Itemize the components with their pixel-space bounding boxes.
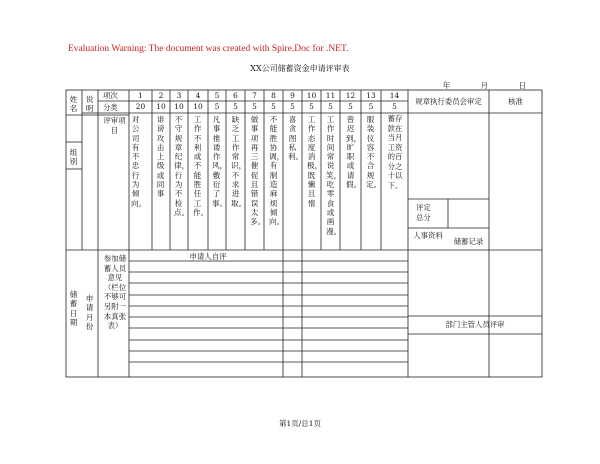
item-score: 5 [348, 102, 353, 111]
review-item-text: 喜贪图私利。 [288, 115, 304, 162]
score-total-label: 评定总分 [416, 203, 431, 222]
evaluation-warning: Evaluation Warning: The document was created with Spire.Doc for .NET. [68, 44, 349, 54]
score-label: 分类 [103, 103, 118, 112]
review-item-text: 服装仪容不合规定。 [366, 115, 382, 190]
item-score: 10 [174, 102, 184, 111]
explain-header: 说明 [85, 95, 94, 114]
item-number: 1 [138, 91, 143, 100]
review-item-text: 工作态度消极，既懒且惰 [307, 115, 323, 208]
approval-label: 核准 [508, 97, 523, 106]
item-score: 5 [271, 102, 276, 111]
item-number: 6 [233, 91, 238, 100]
review-item-text: 做事项再三催促且错误太多。 [250, 115, 266, 227]
item-score: 5 [214, 102, 220, 111]
review-item-text: 对公司有不忠行为倾向。 [131, 115, 147, 208]
item-number: 13 [366, 91, 376, 100]
item-number: 14 [389, 91, 400, 100]
item-score: 5 [252, 102, 257, 111]
item-score: 5 [290, 102, 295, 111]
savings-record-label: 储蓄记录 [453, 237, 484, 246]
self-eval-label: 申请人自评 [189, 252, 227, 261]
form-title: XX公司储蓄资金申请评审表 [250, 64, 350, 73]
item-number: 4 [195, 91, 201, 100]
review-item-text: 工作不利或不能胜任工作。 [193, 115, 209, 217]
item-score: 5 [368, 102, 374, 111]
item-number: 2 [158, 91, 164, 100]
item-number: 5 [214, 91, 220, 100]
committee-review: 规章执行委员会审定 [415, 97, 482, 106]
review-item-text: 缺乏工作常识，不求进取。 [231, 115, 247, 208]
group-label: 组别 [69, 148, 78, 167]
page-footer: 第1页/总1页 [278, 419, 322, 428]
review-item-label: 评审项目 [103, 116, 126, 135]
item-score: 5 [328, 102, 333, 111]
review-item-text: 凡事推诿作风，敷衍了事。 [212, 115, 228, 208]
review-item-text: 不能胜协调，有制造麻烦倾向。 [269, 115, 285, 227]
dept-review-label: 部门主管人员评审 [445, 320, 505, 329]
item-score: 5 [233, 102, 238, 111]
review-item-text: 蓄存款在当月工资的百分之十以下。 [387, 114, 403, 190]
item-number: 11 [325, 91, 336, 100]
year-label: 年 [442, 81, 465, 90]
savings-date-label: 储蓄日期 [69, 290, 78, 327]
review-item-text: 诽谤攻击上级或同事 [156, 115, 165, 199]
item-number: 8 [271, 91, 276, 100]
item-number: 9 [290, 91, 295, 100]
hr-data-label: 人事资料 [413, 231, 443, 240]
name-header: 姓名 [69, 95, 78, 114]
item-number: 3 [176, 91, 182, 100]
item-score: 20 [135, 102, 146, 111]
item-score: 5 [392, 102, 397, 111]
item-no-label: 项次 [103, 91, 118, 100]
item-score: 10 [193, 102, 203, 111]
item-number: 10 [306, 91, 317, 100]
participants-note: 参加储蓄人员意见（栏位不够可另附一本真张表） [103, 254, 127, 331]
review-item-text: 曾迟到，旷职或请假。 [346, 115, 362, 190]
item-score: 5 [309, 102, 314, 111]
item-number: 7 [252, 91, 257, 100]
item-score: 10 [156, 102, 166, 111]
apply-month-label: 申请月份 [85, 294, 94, 331]
month-label: 月 [480, 81, 503, 90]
review-item-text: 工作时间常说笑，吃零食或画漫。 [326, 115, 342, 236]
day-label: 日 [518, 81, 540, 90]
review-item-text: 不守规章纪律，行为不检点。 [174, 115, 190, 217]
item-number: 12 [345, 91, 356, 100]
